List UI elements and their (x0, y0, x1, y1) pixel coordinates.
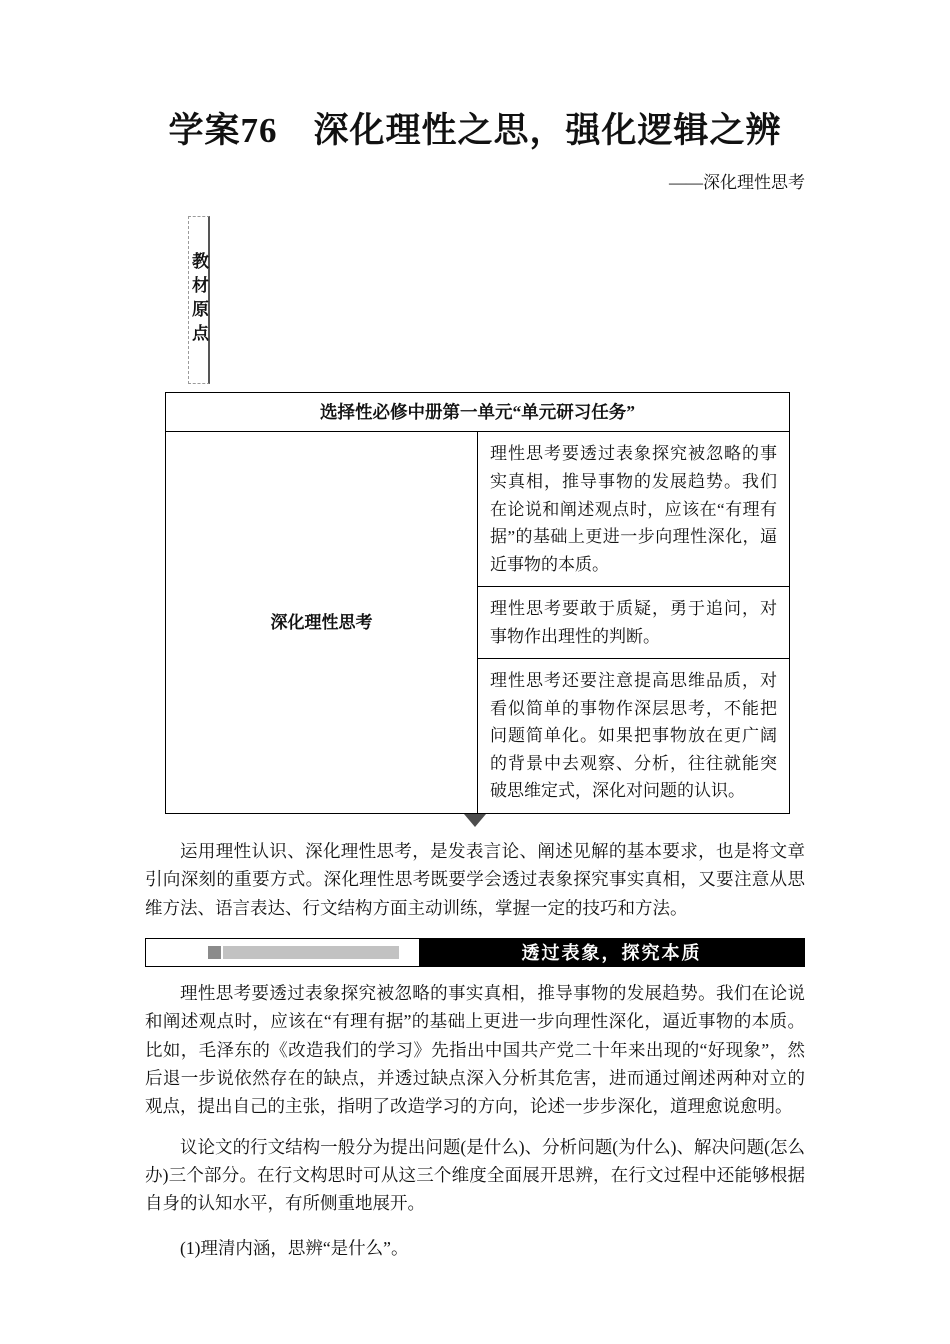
section-bar-decoration (146, 939, 419, 966)
table-header-row (166, 393, 790, 432)
intro-paragraph: 运用理性认识、深化理性思考，是发表言论、阐述见解的基本要求，也是将文章引向深刻的重要方式。深化理性思考既要学会透过表象探究事实真相，又要注意从思维方法、语言表达、行文结构方面主动训练，掌握一定的技巧和方法。 (145, 840, 805, 918)
textbook-origin-label: 教材原点 (189, 252, 208, 349)
table-cell: 理性思考还要注意提高思维品质，对看似简单的事物作深层思考，不能把问题简单化。如果把事物放在更广阔的背景中去观察、分析，往往就能突破思维定式，深化对问题的认识。 (478, 659, 790, 814)
table-cell: 理性思考要透过表象探究被忽略的事实真相，推导事物的发展趋势。我们在论说和阐述观点时，应该在“有理有据”的基础上更进一步向理性深化，逼近事物的本质。 (478, 432, 790, 587)
section-header-bar (145, 938, 805, 967)
unit-task-table (165, 392, 790, 814)
lesson-title: 学案76 深化理性之思，强化逻辑之辨 (168, 111, 782, 150)
lesson-subtitle: ——深化理性思考 (669, 173, 805, 192)
table-cell: 理性思考要敢于质疑，勇于追问，对事物作出理性的判断。 (478, 587, 790, 659)
body-paragraph: (1)理清内涵，思辨“是什么”。 (180, 1237, 409, 1258)
textbook-origin-tab (188, 216, 210, 384)
table-row (166, 432, 790, 587)
body-paragraph: 议论文的行文结构一般分为提出问题(是什么)、分析问题(为什么)、解决问题(怎么办)三个部分。在行文构思时可从这三个维度全面展开思辨，在行文过程中还能够根据自身的认知水平，有所侧重地展开。 (145, 1136, 805, 1214)
table-header: 选择性必修中册第一单元“单元研习任务” (166, 393, 790, 432)
decoration-rect (223, 946, 399, 959)
section-title: 透过表象，探究本质 (419, 939, 804, 966)
table-row-label: 深化理性思考 (166, 432, 478, 813)
body-paragraph: 理性思考要透过表象探究被忽略的事实真相，推导事物的发展趋势。我们在论说和阐述观点时，应该在“有理有据”的基础上更进一步向理性深化，逼近事物的本质。比如，毛泽东的《改造我们的学习》先指出中国共产党二十年来出现的“好现象”，然后退一步说依然存在的缺点，并透过缺点深入分析其危害，进而通过阐述两种对立的观点，提出自己的主张，指明了改造学习的方向，论述一步步深化，道理愈说愈明。 (145, 982, 805, 1117)
down-arrow-icon (464, 814, 486, 827)
decoration-square (208, 946, 221, 959)
